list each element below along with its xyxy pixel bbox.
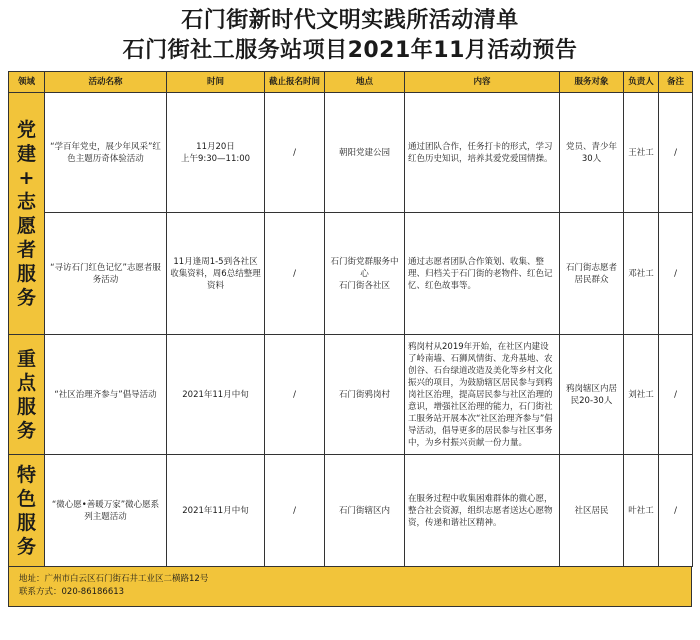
table-row: [9, 93, 693, 213]
activity-name: “社区治理齐参与”倡导活动: [45, 335, 167, 455]
domain-char: 务: [16, 286, 36, 309]
activity-content: 在服务过程中收集困难群体的微心愿，整合社会资源，组织志愿者送达心愿物资，传递和谐社区精神。: [405, 455, 560, 567]
domain-cell-key-service: [9, 335, 45, 455]
footer-address: 地址：广州市白云区石门街石井工业区二横路12号: [19, 574, 209, 584]
activity-time: 2021年11月中旬: [167, 335, 265, 455]
domain-char: 服: [16, 395, 36, 418]
table-header-row: [9, 72, 693, 93]
activity-name: “微心愿•善暖万家”微心愿系列主题活动: [45, 455, 167, 567]
domain-char: 愿: [16, 214, 36, 237]
activity-location: 石门街辖区内: [325, 455, 405, 567]
activity-location: 石门街党群服务中心 石门街各社区: [325, 213, 405, 335]
domain-char: 务: [16, 535, 36, 558]
activity-owner: 叶社工: [624, 455, 659, 567]
domain-char: 建: [16, 142, 36, 165]
header-owner: 负责人: [624, 72, 659, 93]
activity-audience: 鸦岗辖区内居民20-30人: [560, 335, 624, 455]
domain-char: 色: [16, 487, 36, 510]
activity-location: 朝阳党建公园: [325, 93, 405, 213]
activity-content: 通过志愿者团队合作策划、收集、整理、归档关于石门街的老物件、红色记忆、红色故事等。: [405, 213, 560, 335]
table-row: [9, 335, 693, 455]
activity-audience: 社区居民: [560, 455, 624, 567]
header-content: 内容: [405, 72, 560, 93]
header-deadline: 截止报名时间: [265, 72, 325, 93]
document-subtitle: 石门街社工服务站项目2021年11月活动预告: [122, 38, 578, 63]
activity-content: 通过团队合作，任务打卡的形式，学习红色历史知识，培养其爱党爱国情操。: [405, 93, 560, 213]
domain-char: 服: [16, 262, 36, 285]
activity-name: “寻访石门红色记忆”志愿者服务活动: [45, 213, 167, 335]
header-note: 备注: [659, 72, 693, 93]
header-location: 地点: [325, 72, 405, 93]
activity-time: 11月20日 上午9:30—11:00: [167, 93, 265, 213]
activity-deadline: /: [265, 455, 325, 567]
domain-char: 党: [16, 118, 36, 141]
footer-phone: 联系方式：020-86186613: [19, 587, 125, 597]
activity-deadline: /: [265, 335, 325, 455]
activity-note: /: [659, 213, 693, 335]
activity-note: /: [659, 335, 693, 455]
activity-content: 鸦岗村从2019年开始，在社区内建设了岭南墙、石狮风情街、龙舟基地、农创谷、石台绿道改造及美化等乡村文化振兴的项目，为鼓励辖区居民参与到鸦岗社区治理，提高居民参与社区治理的意识，增强社区治理的能力，石门街社工服务站开展本次“社区治理齐参与”倡导活动，倡导更多的居民参与社区事务中，为乡村振兴贡献一份力量。: [405, 335, 560, 455]
domain-char: 志: [16, 190, 36, 213]
table-row: [9, 213, 693, 335]
activity-deadline: /: [265, 213, 325, 335]
table-row: [9, 455, 693, 567]
activity-name: “学百年党史，展少年风采”红色主题历奇体验活动: [45, 93, 167, 213]
activity-location: 石门街鸦岗村: [325, 335, 405, 455]
activity-audience: 石门街志愿者居民群众: [560, 213, 624, 335]
document-title: 石门街新时代文明实践所活动清单: [181, 8, 519, 33]
activity-owner: 邓社工: [624, 213, 659, 335]
domain-cell-party-volunteer: [9, 93, 45, 335]
activity-note: /: [659, 93, 693, 213]
activity-owner: 刘社工: [624, 335, 659, 455]
header-time: 时间: [167, 72, 265, 93]
domain-char: 重: [16, 347, 36, 370]
domain-char: 特: [16, 463, 36, 486]
activity-audience: 党员、青少年30人: [560, 93, 624, 213]
activity-note: /: [659, 455, 693, 567]
activity-owner: 王社工: [624, 93, 659, 213]
activity-table: [8, 71, 693, 567]
header-audience: 服务对象: [560, 72, 624, 93]
activity-time: 11月逢周1-5到各社区收集资料，周6总结整理资料: [167, 213, 265, 335]
domain-char: 者: [16, 238, 36, 261]
domain-char: +: [18, 166, 35, 189]
activity-time: 2021年11月中旬: [167, 455, 265, 567]
activity-deadline: /: [265, 93, 325, 213]
header-activity-name: 活动名称: [45, 72, 167, 93]
domain-char: 服: [16, 511, 36, 534]
footer-contact: [8, 567, 692, 607]
domain-char: 点: [16, 371, 36, 394]
domain-char: 务: [16, 419, 36, 442]
domain-cell-featured-service: [9, 455, 45, 567]
header-domain: 领域: [9, 72, 45, 93]
